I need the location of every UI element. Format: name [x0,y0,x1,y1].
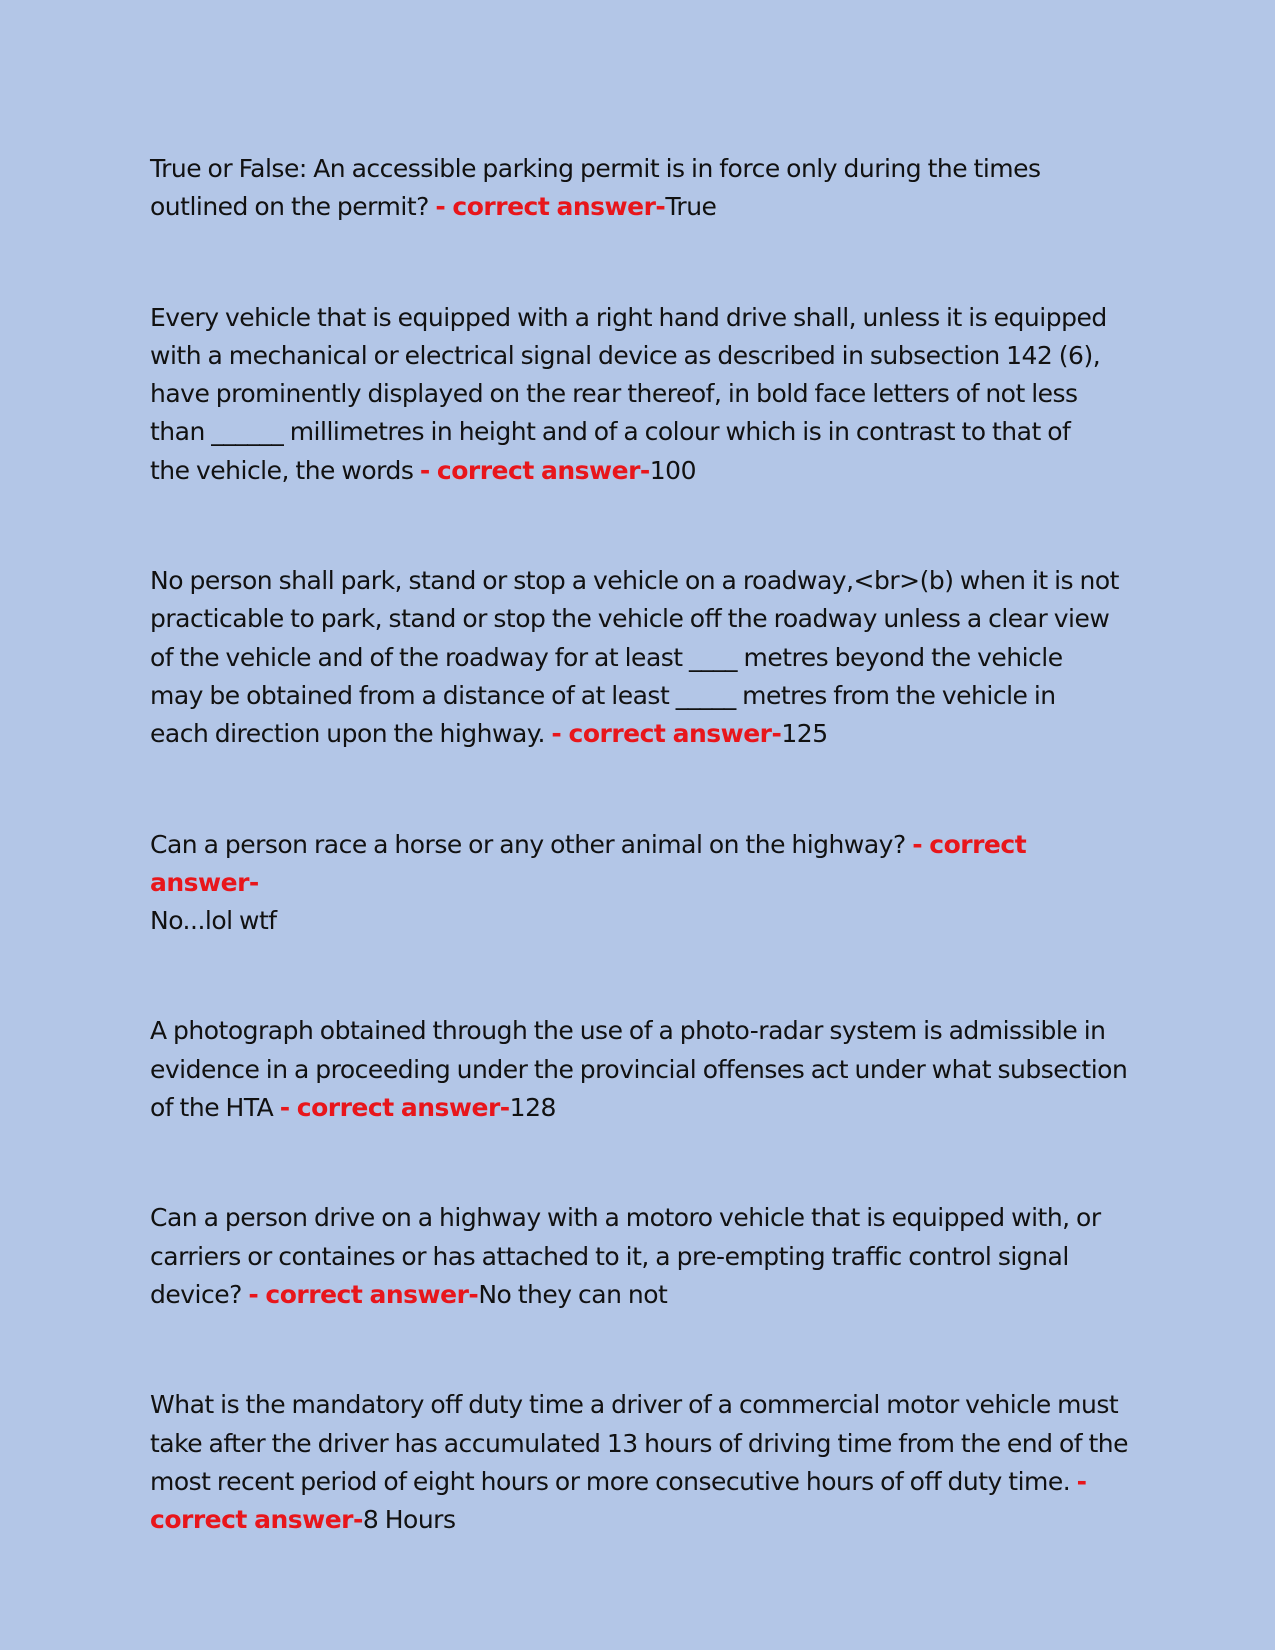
answer-marker: - correct answer- [419,455,650,485]
answer-marker: - correct answer- [248,1279,479,1309]
answer-text: 128 [509,1093,556,1123]
qa-item-2 [150,299,1135,490]
question-text: Every vehicle that is equipped with a right hand drive shall, unless it is equipped with a mechanical or electrical signal device as described in subsection 142 (6), have prominently displayed on the rear thereof, in bold face letters of not less than ______ millimetres in height and of a colour which is in contrast to that of the vehicle, the words [150,302,1107,485]
answer-marker: - correct answer- [435,192,666,222]
qa-item-3 [150,562,1135,753]
qa-item-5 [150,1012,1135,1127]
qa-item-6 [150,1199,1135,1314]
qa-item-1 [150,150,1135,227]
question-text: What is the mandatory off duty time a driver of a commercial motor vehicle must take after the driver has accumulated 13 hours of driving time from the end of the most recent period of eight hours or more consecutive hours of off duty time. [150,1390,1129,1496]
qa-item-4 [150,826,1135,941]
answer-text: 100 [649,455,696,485]
question-text: Can a person race a horse or any other animal on the highway? [150,829,913,859]
answer-marker: - correct answer- [279,1093,510,1123]
answer-text: No they can not [478,1279,668,1309]
answer-text: No...lol wtf [150,906,277,936]
answer-marker: - correct answer- [551,719,782,749]
question-text: True or False: An accessible parking permit is in force only during the times outlined on the permit? [150,154,1041,222]
answer-marker: - correct answer- [150,1466,1087,1535]
document-page [150,150,1135,1611]
question-text: Can a person drive on a highway with a motoro vehicle that is equipped with, or carriers or containes or has attached to it, a pre-empting traffic control signal device? [150,1203,1101,1309]
qa-item-7 [150,1386,1135,1539]
answer-text: 8 Hours [362,1505,456,1535]
answer-text: 125 [781,719,828,749]
question-text: A photograph obtained through the use of a photo-radar system is admissible in evidence in a proceeding under the provincial offenses act under what subsection of the HTA [150,1016,1128,1123]
answer-marker: - correct answer- [150,829,1034,897]
question-text: No person shall park, stand or stop a vehicle on a roadway,<br>(b) when it is not practicable to park, stand or stop the vehicle off the roadway unless a clear view of the vehicle and of the roadway for at least ____ metres beyond the vehicle may be obtained from a distance of at least _____ metres from the vehicle in each direction upon the highway. [150,566,1119,749]
answer-text: True [665,192,717,222]
